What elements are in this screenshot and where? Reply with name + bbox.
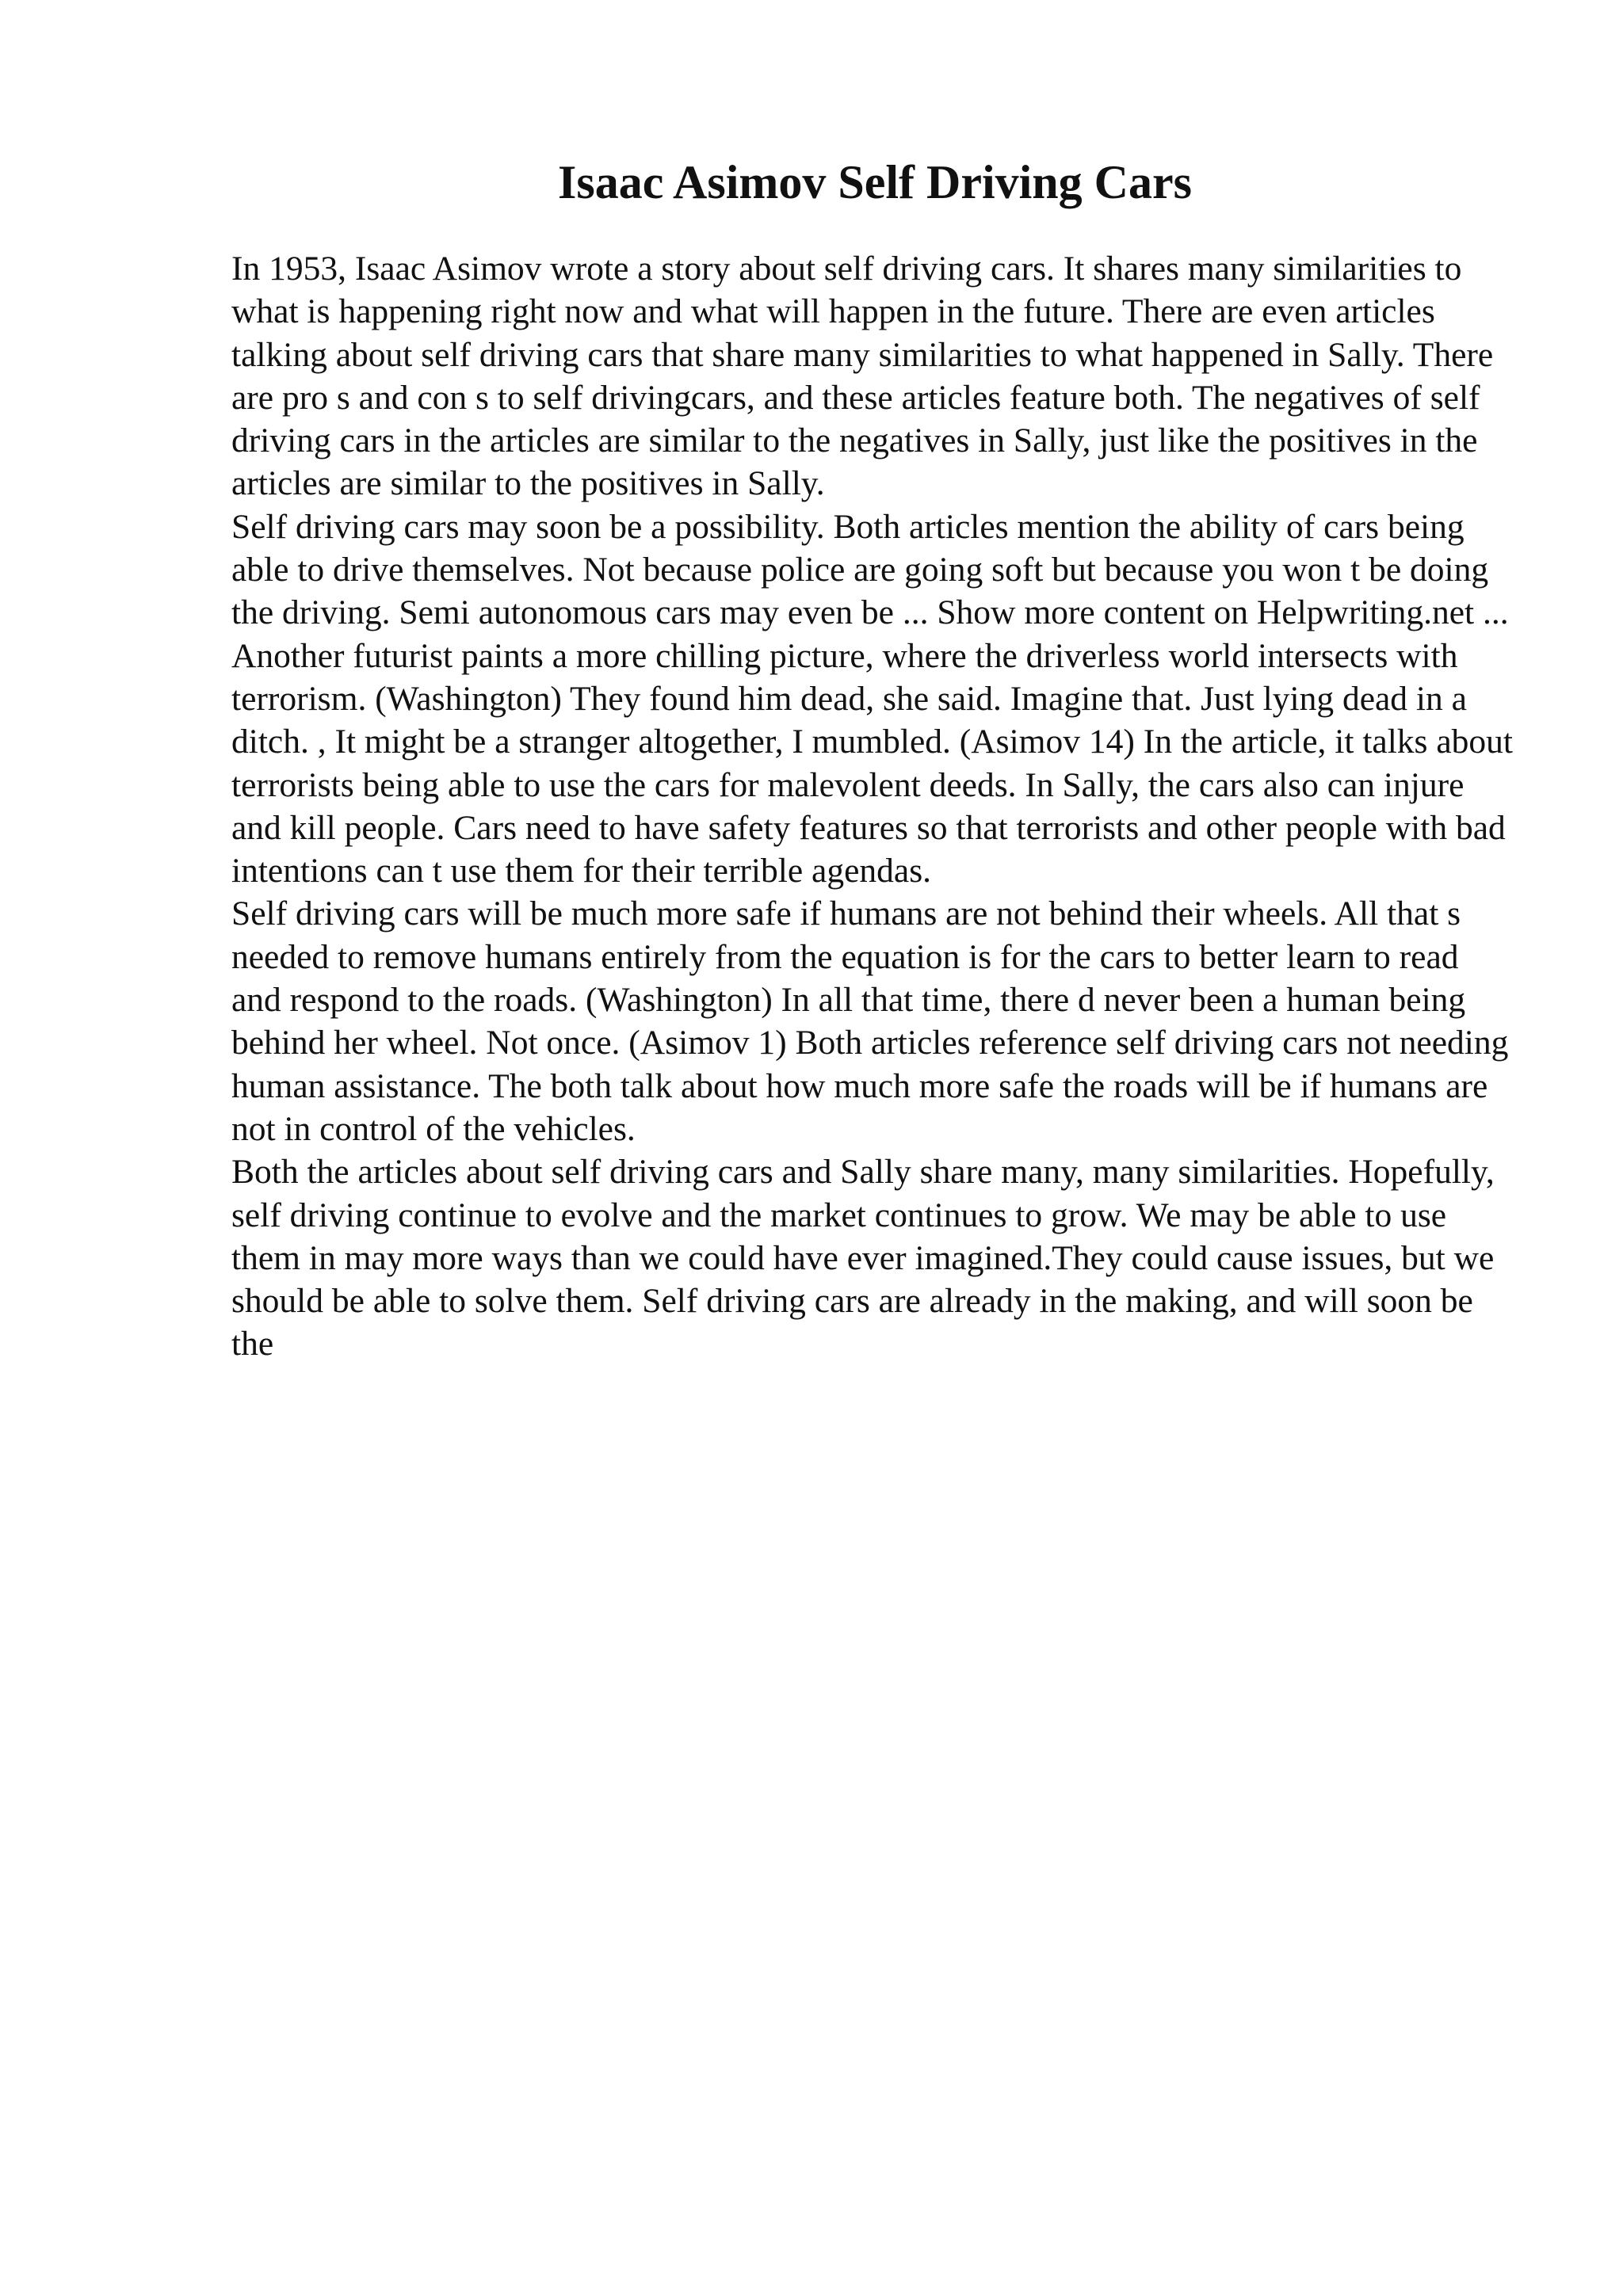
paragraph-safety: Self driving cars will be much more safe if humans are not behind their wheels. All that s needed to remove humans entirely from the equation is for the cars to better learn to read and respond to the roads. (Washington) In all that time, there d never been a human being behind her wheel. Not once. (Asimov 1) Both articles reference self driving cars not needing human assistance. The both talk about how much more safe the roads will be if humans are not in control of the vehicles.	[231, 894, 1509, 1148]
document-title: Isaac Asimov Self Driving Cars	[558, 156, 1192, 208]
paragraph-terrorism: Another futurist paints a more chilling picture, where the driverless world intersects with terrorism. (Washington) They found him dead, she said. Imagine that. Just lying dead in a ditch. , It might be a stranger altogether, I mumbled. (Asimov 14) In the article, it talks about terrorists being able to use the cars for malevolent deeds. In Sally, the cars also can injure and kill people. Cars need to have safety features so that terrorists and other people with bad intentions can t use them for their terrible agendas.	[231, 636, 1513, 891]
document-body	[231, 247, 1515, 1366]
paragraph-conclusion: Both the articles about self driving cars and Sally share many, many similarities. Hopefully, self driving continue to evolve and the market continues to grow. We may be able to use them in may more ways than we could have ever imagined.They could cause issues, but we should be able to solve them. Self driving cars are already in the making, and will soon be the	[231, 1153, 1495, 1363]
paragraph-intro: In 1953, Isaac Asimov wrote a story about self driving cars. It shares many similarities to what is happening right now and what will happen in the future. There are even articles talking about self driving cars that share many similarities to what happened in Sally. There are pro s and con s to self drivingcars, and these articles feature both. The negatives of self driving cars in the articles are similar to the negatives in Sally, just like the positives in the articles are similar to the positives in Sally.	[231, 250, 1494, 503]
paragraph-possibility: Self driving cars may soon be a possibility. Both articles mention the ability of cars being able to drive themselves. Not because police are going soft but because you won t be doing the driving. Semi autonomous cars may even be ... Show more content on Helpwriting.net ...	[231, 507, 1509, 632]
